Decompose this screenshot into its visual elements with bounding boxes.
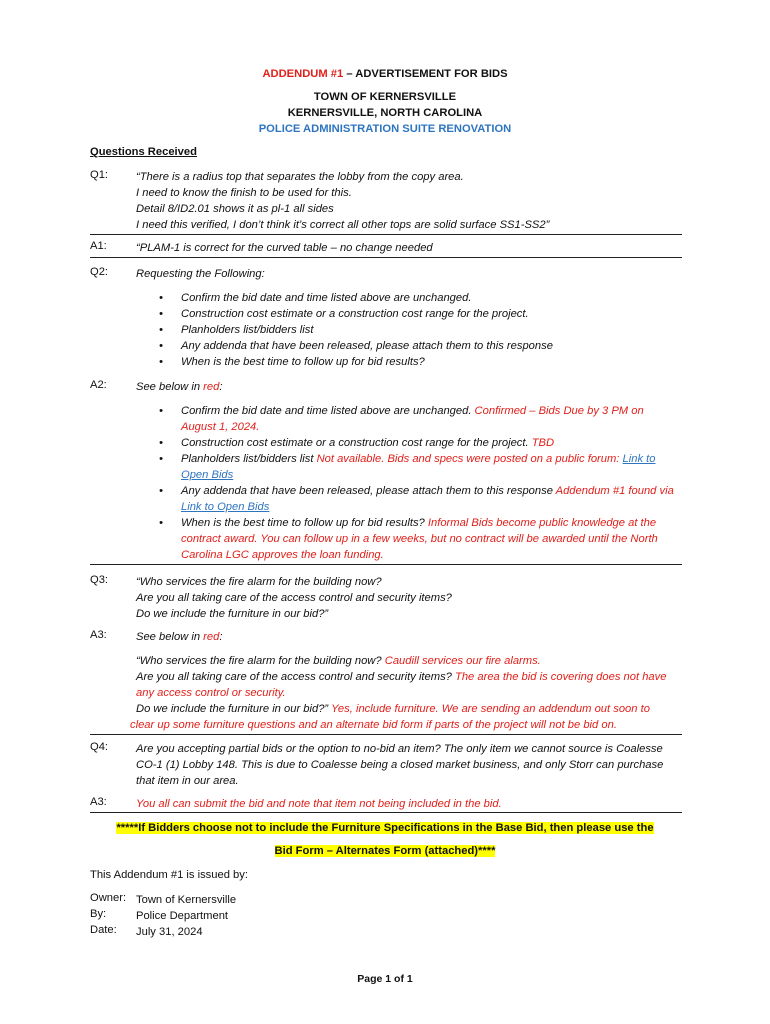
a2-intro: See below in red: xyxy=(136,381,223,393)
addendum-title xyxy=(0,68,770,80)
by-value: Police Department xyxy=(136,910,229,922)
list-item: • Planholders list/bidders list xyxy=(159,324,314,336)
a2-label: A2: xyxy=(90,379,107,391)
a3-body: “Who services the fire alarm for the building now? Caudill services our fire alarms. Are you all taking care of the access control and security items? The area the bid is covering does not have any access control or security. Do we include the furniture in our bid?” Yes, include furniture. We are sending an addendum out soon to xyxy=(136,655,667,715)
a2-list xyxy=(159,403,679,563)
q1-label: Q1: xyxy=(90,169,109,181)
q3-text: “Who services the fire alarm for the building now? Are you all taking care of the access control and security items? Do we include the furniture in our bid?” xyxy=(136,576,452,620)
q4-label: Q4: xyxy=(90,741,109,753)
title-rest: – ADVERTISEMENT FOR BIDS xyxy=(343,68,508,80)
divider xyxy=(90,564,682,565)
issued-by-text: This Addendum #1 is issued by: xyxy=(90,869,248,881)
furniture-notice-line2: Bid Form – Alternates Form (attached)**** xyxy=(274,845,496,857)
q1-line: Detail 8/ID2.01 shows it as pl-1 all sides xyxy=(136,203,334,215)
open-bids-link[interactable]: Link to Open Bids xyxy=(181,453,656,481)
date-label: Date: xyxy=(90,924,117,936)
addendum-number: ADDENDUM #1 xyxy=(262,68,344,80)
furniture-notice-line1: *****If Bidders choose not to include the Furniture Specifications in the Base Bid, then please use the xyxy=(116,822,654,834)
date-value: July 31, 2024 xyxy=(136,926,203,938)
q1-line: “There is a radius top that separates the lobby from the copy area. xyxy=(136,171,464,183)
list-item: • Construction cost estimate or a construction cost range for the project. xyxy=(159,308,529,320)
town-heading: TOWN OF KERNERSVILLE xyxy=(313,91,457,103)
a4-label: A3: xyxy=(90,796,107,808)
questions-heading: Questions Received xyxy=(90,146,197,158)
list-item: • Planholders list/bidders list Not available. Bids and specs were posted on a public forum: Link to Open Bids xyxy=(159,453,656,481)
q3-label: Q3: xyxy=(90,574,109,586)
a1-text: “PLAM-1 is correct for the curved table – no change needed xyxy=(136,242,433,254)
page-number: Page 1 of 1 xyxy=(357,973,413,985)
q1-line: I need to know the finish to be used for this. xyxy=(136,187,352,199)
divider xyxy=(90,812,682,813)
project-heading: POLICE ADMINISTRATION SUITE RENOVATION xyxy=(258,123,512,135)
q2-label: Q2: xyxy=(90,266,109,278)
list-item: • Confirm the bid date and time listed above are unchanged. xyxy=(159,292,472,304)
divider xyxy=(90,257,682,258)
list-item: • Construction cost estimate or a construction cost range for the project. TBD xyxy=(159,437,555,449)
q1-text xyxy=(136,169,549,233)
q4-text: Are you accepting partial bids or the option to no-bid an item? The only item we cannot source is Coalesse CO-1 (1) Lobby 148. This is due to Coalesse being a closed market business, and only Storr can purchase that item in our area. xyxy=(136,743,664,787)
open-bids-link[interactable]: Link to Open Bids xyxy=(181,501,270,513)
a3-label: A3: xyxy=(90,629,107,641)
owner-label: Owner: xyxy=(90,892,127,904)
a3-intro: See below in red: xyxy=(136,631,223,643)
q2-list xyxy=(159,290,679,370)
list-item: • Any addenda that have been released, please attach them to this response xyxy=(159,340,553,352)
a1-label: A1: xyxy=(90,240,107,252)
list-item: • Confirm the bid date and time listed above are unchanged. Confirmed – Bids Due by 3 PM on August 1, 2024. xyxy=(159,405,644,433)
list-item: • When is the best time to follow up for bid results? Informal Bids become public knowledge at the contract award. You can follow up in a few weeks, but no contract will be awarded until the North Carolina LGC approves the loan funding. xyxy=(159,517,658,561)
location-heading: KERNERSVILLE, NORTH CAROLINA xyxy=(287,107,483,119)
divider xyxy=(90,734,682,735)
owner-value: Town of Kernersville xyxy=(136,894,237,906)
a4-text: You all can submit the bid and note that item not being included in the bid. xyxy=(136,798,502,810)
a3-last-line: clear up some furniture questions and an alternate bid form if parts of the project will not be bid on. xyxy=(130,719,617,731)
q1-line: I need this verified, I don’t think it’s correct all other tops are solid surface SS1-SS2” xyxy=(136,219,550,231)
by-label: By: xyxy=(90,908,107,920)
q2-intro: Requesting the Following: xyxy=(136,268,265,280)
list-item: • When is the best time to follow up for bid results? xyxy=(159,356,425,368)
list-item: • Any addenda that have been released, please attach them to this response Addendum #1 found via Link to Open Bids xyxy=(159,485,674,513)
divider xyxy=(90,234,682,235)
